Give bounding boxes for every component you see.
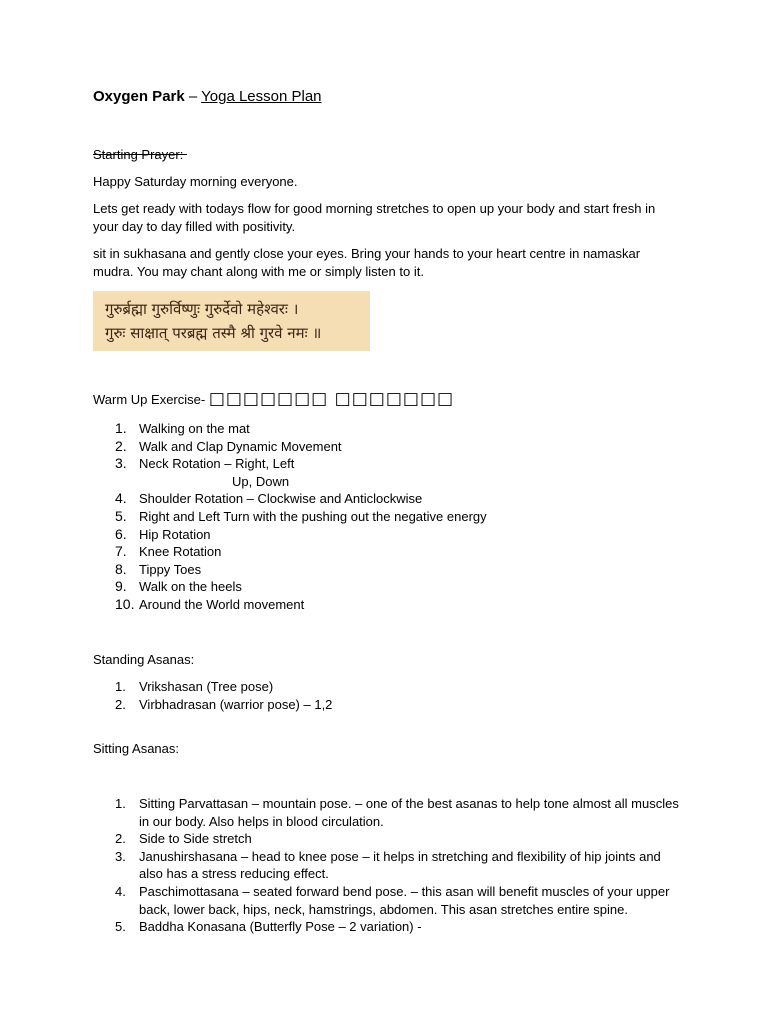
instruction-text: sit in sukhasana and gently close your eyes. Bring your hands to your heart centre in namaskar mudra. You may chant along with me or simply listen to it. [93,246,641,279]
list-item: 6. Hip Rotation [115,525,211,542]
list-item: 1. Vrikshasan (Tree pose) [115,679,274,694]
sanskrit-prayer-image [93,291,370,351]
list-item: 7. Knee Rotation [115,543,222,560]
intro-text: Lets get ready with todays flow for good morning stretches to open up your body and start fresh in your day to day filled with positivity. [93,201,656,234]
list-item: 2. Walk and Clap Dynamic Movement [115,437,342,454]
greeting-text: Happy Saturday morning everyone. [93,174,298,189]
list-item: 5. Baddha Konasana (Butterfly Pose – 2 variation) - [115,919,422,935]
prayer-line-1: गुरुर्ब्रह्मा गुरुर्विष्णुः गुरुर्देवो महेश्वरः । [105,300,299,318]
warmup-missing-glyphs: □□□□□□□ □□□□□□□ [208,389,455,409]
lesson-plan-title: Yoga Lesson Plan [201,88,322,105]
park-name: Oxygen Park [93,88,185,105]
warmup-list [93,420,683,614]
title-dash: – [184,88,202,105]
list-item: 3. Janushirshasana – head to knee pose – it helps in stretching and flexibility of hip joints and also has a stress reducing effect. [115,848,661,882]
page-title [93,88,322,105]
standing-list [93,678,683,713]
list-item: 1. Sitting Parvattasan – mountain pose. – one of the best asanas to help tone almost all muscles in our body. Also helps in blood circulation. [115,796,679,829]
list-item: 10. Around the World movement [115,595,305,612]
sitting-list [93,795,683,936]
list-item: 2. Side to Side stretch [115,831,252,847]
list-item: 4. Paschimottasana – seated forward bend pose. – this asan will benefit muscles of your upper back, lower back, hips, neck, hamstrings, abdomen. This asan stretches entire spine. [115,883,670,917]
list-item: 1. Walking on the mat [115,420,250,436]
list-item: 5. Right and Left Turn with the pushing out the negative energy [115,507,487,524]
sitting-heading: Sitting Asanas: [93,741,179,756]
list-item: 2. Virbhadrasan (warrior pose) – 1,2 [115,696,333,712]
list-item: 8. Tippy Toes [115,560,202,577]
prayer-heading: Starting Prayer: [93,147,187,162]
warmup-label: Warm Up Exercise- [93,392,209,407]
list-item-continuation: Up, Down [232,473,290,489]
list-item: 4. Shoulder Rotation – Clockwise and Anticlockwise [115,490,423,507]
warmup-heading [93,389,454,409]
standing-heading: Standing Asanas: [93,652,195,667]
list-item: 9. Walk on the heels [115,578,242,595]
prayer-line-2: गुरुः साक्षात् परब्रह्म तस्मै श्री गुरवे नमः ॥ [105,324,322,342]
list-item: 3. Neck Rotation – Right, Left [115,455,295,472]
